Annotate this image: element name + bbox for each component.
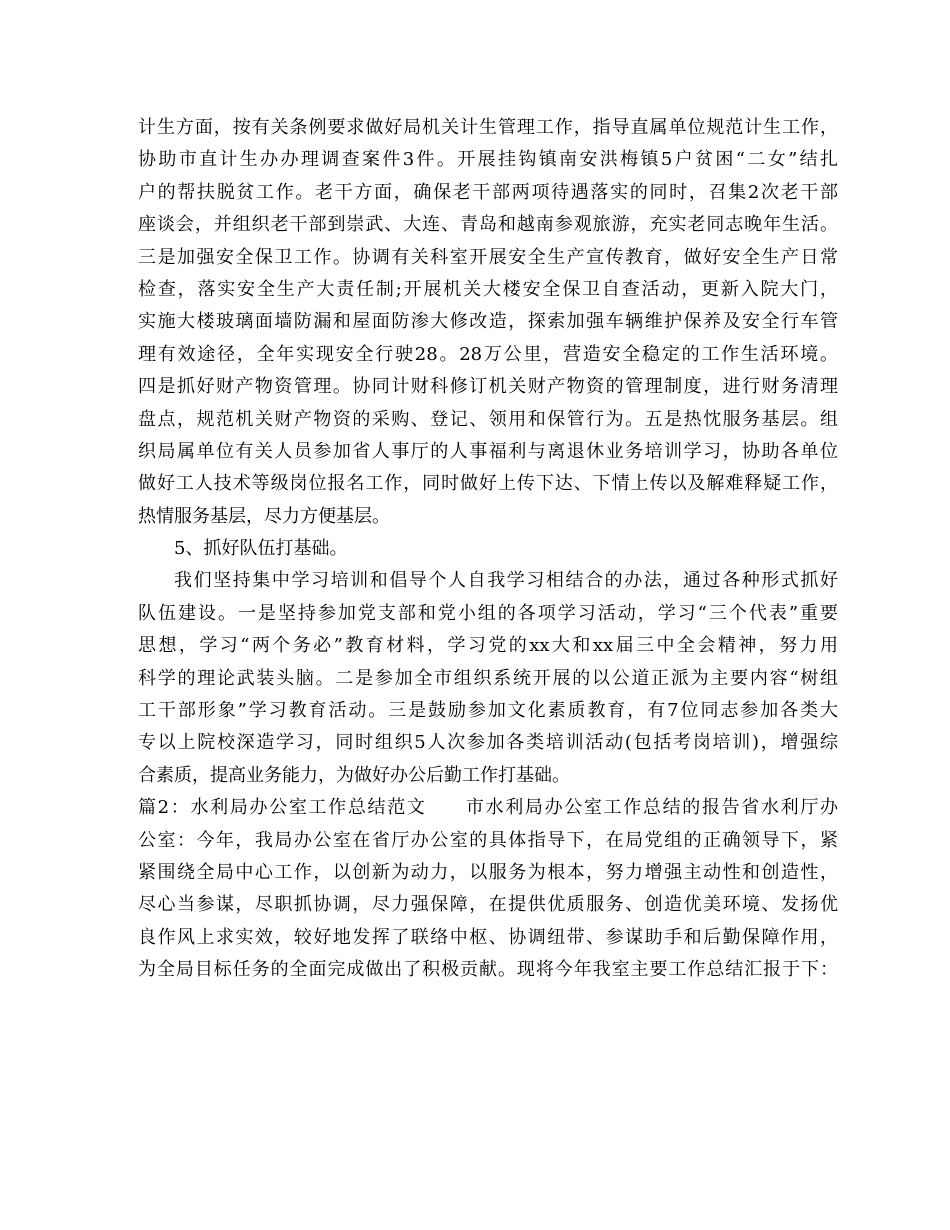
text-line: 户的帮扶脱贫工作。老干方面，确保老干部两项待遇落实的同时，召集2次老干部	[138, 181, 838, 203]
article-title-line: 篇2：水利局办公室工作总结范文 市水利局办公室工作总结的报告省水利厅办	[138, 797, 838, 819]
text-line: 队伍建设。一是坚持参加党支部和党小组的各项学习活动，学习“三个代表”重要	[138, 602, 838, 624]
text-line: 热情服务基层，尽力方便基层。	[138, 505, 390, 527]
text-line: 公室：今年，我局办公室在省厅办公室的具体指导下，在局党组的正确领导下，紧	[138, 829, 838, 851]
text-line: 计生方面，按有关条例要求做好局机关计生管理工作，指导直属单位规范计生工作，	[138, 117, 838, 138]
text-line: 专以上院校深造学习，同时组织5人次参加各类培训活动(包括考岗培训)，增强综	[138, 732, 838, 754]
text-line: 理有效途径，全年实现安全行驶28。28万公里，营造安全稳定的工作生活环境。	[138, 343, 838, 365]
text-line: 实施大楼玻璃面墙防漏和屋面防渗大修改造，探索加强车辆维护保养及安全行车管	[138, 311, 838, 333]
text-line: 良作风上求实效，较好地发挥了联络中枢、协调纽带、参谋助手和后勤保障作用，	[138, 926, 838, 948]
text-line: 紧围绕全局中心工作，以创新为动力，以服务为根本，努力增强主动性和创造性，	[138, 861, 838, 883]
text-line: 思想，学习“两个务必”教育材料，学习党的xx大和xx届三中全会精神，努力用	[138, 635, 838, 657]
text-line: 为全局目标任务的全面完成做出了积极贡献。现将今年我室主要工作总结汇报于下：	[138, 959, 838, 981]
text-line: 我们坚持集中学习培训和倡导个人自我学习相结合的办法，通过各种形式抓好	[174, 570, 838, 592]
text-line: 检查，落实安全生产大责任制;开展机关大楼安全保卫自查活动，更新入院大门，	[138, 278, 838, 300]
text-line: 做好工人技术等级岗位报名工作，同时做好上传下达、下情上传以及解难释疑工作，	[138, 473, 838, 495]
section-heading: 5、抓好队伍打基础。	[174, 538, 348, 560]
text-line: 四是抓好财产物资管理。协同计财科修订机关财产物资的管理制度，进行财务清理	[138, 376, 838, 398]
text-line: 织局属单位有关人员参加省人事厅的人事福利与离退休业务培训学习，协助各单位	[138, 440, 838, 462]
document-body	[138, 112, 838, 987]
text-line: 工干部形象”学习教育活动。三是鼓励参加文化素质教育，有7位同志参加各类大	[138, 700, 838, 722]
text-line: 合素质，提高业务能力，为做好办公后勤工作打基础。	[138, 764, 570, 786]
text-line: 三是加强安全保卫工作。协调有关科室开展安全生产宣传教育，做好安全生产日常	[138, 246, 838, 268]
text-line: 科学的理论武装头脑。二是参加全市组织系统开展的以公道正派为主要内容“树组	[138, 667, 838, 689]
text-line: 座谈会，并组织老干部到崇武、大连、青岛和越南参观旅游，充实老同志晚年生活。	[138, 214, 838, 236]
text-line: 盘点，规范机关财产物资的采购、登记、领用和保管行为。五是热忱服务基层。组	[138, 408, 838, 430]
text-line: 尽心当参谋，尽职抓协调，尽力强保障，在提供优质服务、创造优美环境、发扬优	[138, 894, 838, 916]
text-line: 协助市直计生办办理调查案件3件。开展挂钩镇南安洪梅镇5户贫困“二女”结扎	[138, 149, 838, 171]
